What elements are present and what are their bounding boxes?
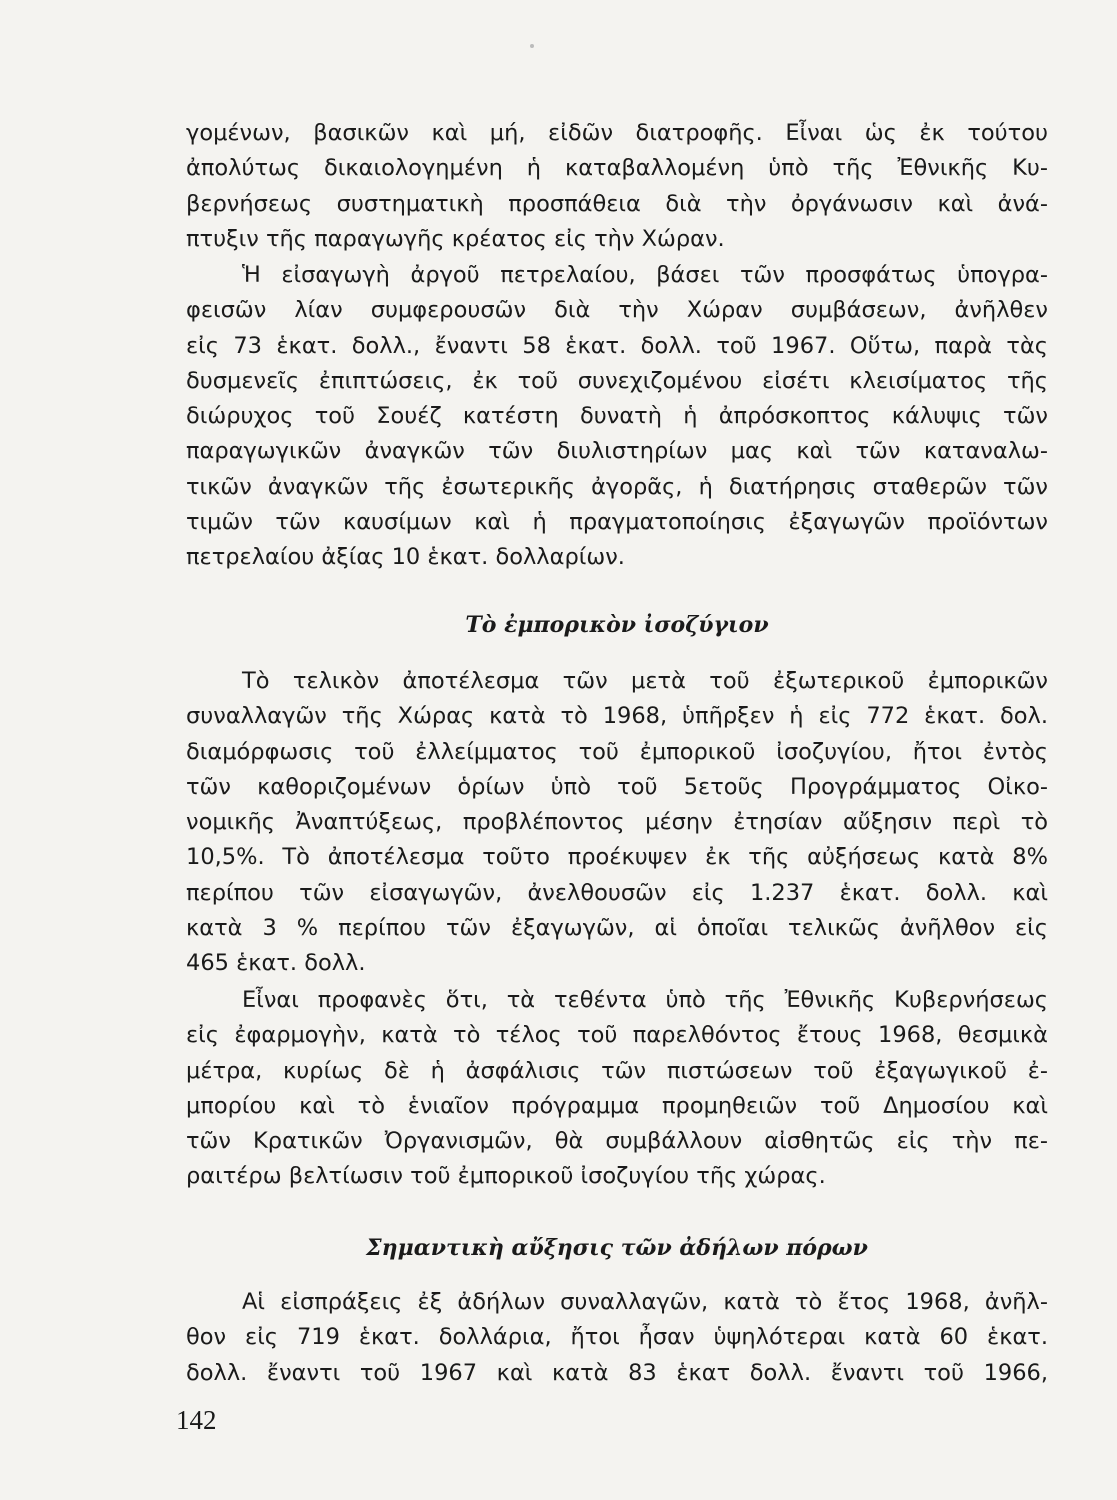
text-line: τιμῶν τῶν καυσίμων καὶ ἡ πραγματοποίησις ἐξαγωγῶν προϊόντων xyxy=(186,509,1048,536)
text-line: Εἶναι προφανὲς ὅτι, τὰ τεθέντα ὑπὸ τῆς Ἐθνικῆς Κυβερνήσεως xyxy=(242,987,1048,1013)
paragraph-5 xyxy=(186,1285,1048,1391)
text-line: διώρυχος τοῦ Σουέζ κατέστη δυνατὴ ἡ ἀπρόσκοπτος κάλυψις τῶν xyxy=(186,403,1048,430)
text-line: εἰς 73 ἑκατ. δολλ., ἔναντι 58 ἑκατ. δολλ. τοῦ 1967. Οὕτω, παρὰ τὰς xyxy=(186,332,1048,359)
section-heading-invisible-resources: Σημαντικὴ αὔξησις τῶν ἀδήλων πόρων xyxy=(366,1235,868,1261)
text-line: εἰς ἐφαρμογὴν, κατὰ τὸ τέλος τοῦ παρελθόντος ἔτους 1968, θεσμικὰ xyxy=(186,1022,1048,1049)
paragraph-2 xyxy=(186,258,1048,576)
text-line: τῶν Κρατικῶν Ὀργανισμῶν, θὰ συμβάλλουν αἰσθητῶς εἰς τὴν πε- xyxy=(186,1128,1048,1155)
text-line: δυσμενεῖς ἐπιπτώσεις, ἐκ τοῦ συνεχιζομένου εἰσέτι κλεισίματος τῆς xyxy=(186,367,1048,394)
text-line: δολλ. ἔναντι τοῦ 1967 καὶ κατὰ 83 ἑκατ δολλ. ἔναντι τοῦ 1966, xyxy=(186,1359,1048,1386)
text-line: νομικῆς Ἀναπτύξεως, προβλέποντος μέσην ἐτησίαν αὔξησιν περὶ τὸ xyxy=(186,809,1048,836)
text-line: ραιτέρω βελτίωσιν τοῦ ἐμπορικοῦ ἰσοζυγίου τῆς χώρας. xyxy=(186,1163,826,1190)
text-line: συναλλαγῶν τῆς Χώρας κατὰ τὸ 1968, ὑπῆρξεν ἡ εἰς 772 ἑκατ. δολ. xyxy=(186,703,1048,730)
text-line: περίπου τῶν εἰσαγωγῶν, ἀνελθουσῶν εἰς 1.237 ἑκατ. δολλ. καὶ xyxy=(186,879,1048,906)
text-line: βερνήσεως συστηματικὴ προσπάθεια διὰ τὴν ὀργάνωσιν καὶ ἀνά- xyxy=(186,190,1048,217)
scan-speck xyxy=(530,44,534,48)
page-number: 142 xyxy=(176,1405,217,1435)
text-line: Ἡ εἰσαγωγὴ ἀργοῦ πετρελαίου, βάσει τῶν προσφάτως ὑπογρα- xyxy=(242,262,1048,288)
text-line: κατὰ 3 % περίπου τῶν ἐξαγωγῶν, αἱ ὁποῖαι τελικῶς ἀνῆλθον εἰς xyxy=(186,915,1048,942)
text-line: τικῶν ἀναγκῶν τῆς ἐσωτερικῆς ἀγορᾶς, ἡ διατήρησις σταθερῶν τῶν xyxy=(186,473,1048,500)
text-line: διαμόρφωσις τοῦ ἐλλείμματος τοῦ ἐμπορικοῦ ἰσοζυγίου, ἤτοι ἐντὸς xyxy=(186,738,1048,765)
paragraph-4 xyxy=(186,983,1048,1195)
text-line: φεισῶν λίαν συμφερουσῶν διὰ τὴν Χώραν συμβάσεων, ἀνῆλθεν xyxy=(186,297,1048,324)
text-line: μπορίου καὶ τὸ ἑνιαῖον πρόγραμμα προμηθειῶν τοῦ Δημοσίου καὶ xyxy=(186,1092,1048,1119)
paragraph-1 xyxy=(186,116,1048,257)
text-line: Αἱ εἰσπράξεις ἐξ ἀδήλων συναλλαγῶν, κατὰ τὸ ἔτος 1968, ἀνῆλ- xyxy=(242,1289,1048,1315)
text-line: γομένων, βασικῶν καὶ μή, εἰδῶν διατροφῆς. Εἶναι ὡς ἐκ τούτου xyxy=(186,120,1048,146)
text-line: πετρελαίου ἀξίας 10 ἑκατ. δολλαρίων. xyxy=(186,544,625,571)
text-line: μέτρα, κυρίως δὲ ἡ ἀσφάλισις τῶν πιστώσεων τοῦ ἐξαγωγικοῦ ἐ- xyxy=(186,1057,1048,1084)
text-line: Τὸ τελικὸν ἀποτέλεσμα τῶν μετὰ τοῦ ἐξωτερικοῦ ἐμπορικῶν xyxy=(242,668,1048,694)
paragraph-3 xyxy=(186,664,1048,982)
text-line: παραγωγικῶν ἀναγκῶν τῶν διυλιστηρίων μας καὶ τῶν καταναλω- xyxy=(186,438,1048,465)
text-line: 465 ἑκατ. δολλ. xyxy=(186,950,366,977)
text-line: τῶν καθοριζομένων ὁρίων ὑπὸ τοῦ 5ετοῦς Προγράμματος Οἰκο- xyxy=(186,773,1048,800)
text-line: 10,5%. Τὸ ἀποτέλεσμα τοῦτο προέκυψεν ἐκ τῆς αὐξήσεως κατὰ 8% xyxy=(186,844,1048,871)
text-line: ἀπολύτως δικαιολογημένη ἡ καταβαλλομένη ὑπὸ τῆς Ἐθνικῆς Κυ- xyxy=(186,155,1048,182)
text-line: θον εἰς 719 ἑκατ. δολλάρια, ἤτοι ἦσαν ὑψηλότεραι κατὰ 60 ἑκατ. xyxy=(186,1324,1048,1351)
section-heading-trade-balance: Τὸ ἐμπορικὸν ἰσοζύγιον xyxy=(465,612,769,638)
text-line: πτυξιν τῆς παραγωγῆς κρέατος εἰς τὴν Χώραν. xyxy=(186,225,725,252)
